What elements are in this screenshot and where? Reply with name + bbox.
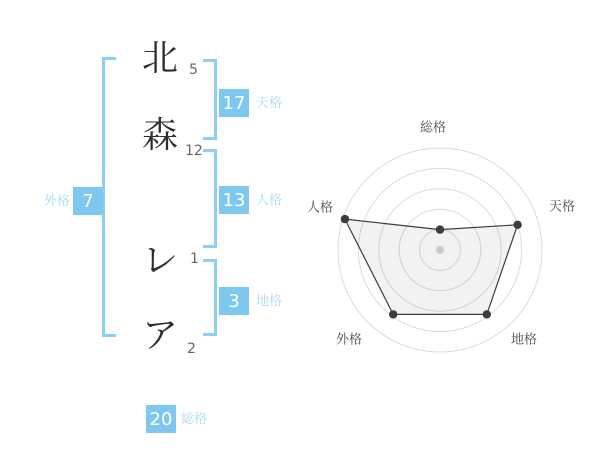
radar-point-jinkaku [341, 215, 349, 223]
radar-center-dot [436, 246, 444, 254]
soukaku-value-badge: 20 [146, 405, 176, 433]
chikaku-label: 地格 [256, 294, 283, 309]
stroke-count-1: 5 [189, 62, 198, 78]
jinkaku-value-badge: 13 [219, 186, 249, 214]
radar-point-gaikaku [389, 310, 397, 318]
name-char-2: 森 [141, 115, 178, 156]
tenkaku-bracket [203, 59, 217, 140]
jinkaku-label: 人格 [256, 193, 283, 208]
name-char-4: ア [141, 315, 178, 356]
fortune-radar-chart [300, 112, 580, 372]
name-char-3: レ [141, 240, 178, 281]
chikaku-value-badge: 3 [219, 287, 249, 315]
gaikaku-label: 外格 [44, 194, 71, 209]
soukaku-label: 総格 [181, 412, 208, 427]
radar-polygon [345, 219, 518, 314]
tenkaku-label: 天格 [256, 96, 283, 111]
tenkaku-value-badge: 17 [219, 89, 249, 117]
chikaku-bracket [203, 259, 217, 336]
radar-point-soukaku [436, 225, 444, 233]
gaikaku-bracket [102, 57, 116, 337]
stroke-count-2: 12 [185, 143, 203, 159]
radar-axis-label-soukaku: 総格 [419, 120, 447, 136]
radar-axis-label-gaikaku: 外格 [335, 332, 363, 348]
name-char-1: 北 [141, 38, 178, 79]
radar-axis-label-tenkaku: 天格 [548, 199, 576, 215]
radar-point-tenkaku [513, 221, 521, 229]
stroke-count-3: 1 [190, 251, 199, 267]
radar-axis-label-jinkaku: 人格 [306, 200, 334, 216]
radar-axis-label-chikaku: 地格 [510, 332, 538, 348]
stroke-count-4: 2 [187, 341, 196, 357]
jinkaku-bracket [203, 149, 217, 248]
radar-point-chikaku [483, 310, 491, 318]
gaikaku-value-badge: 7 [73, 187, 103, 215]
